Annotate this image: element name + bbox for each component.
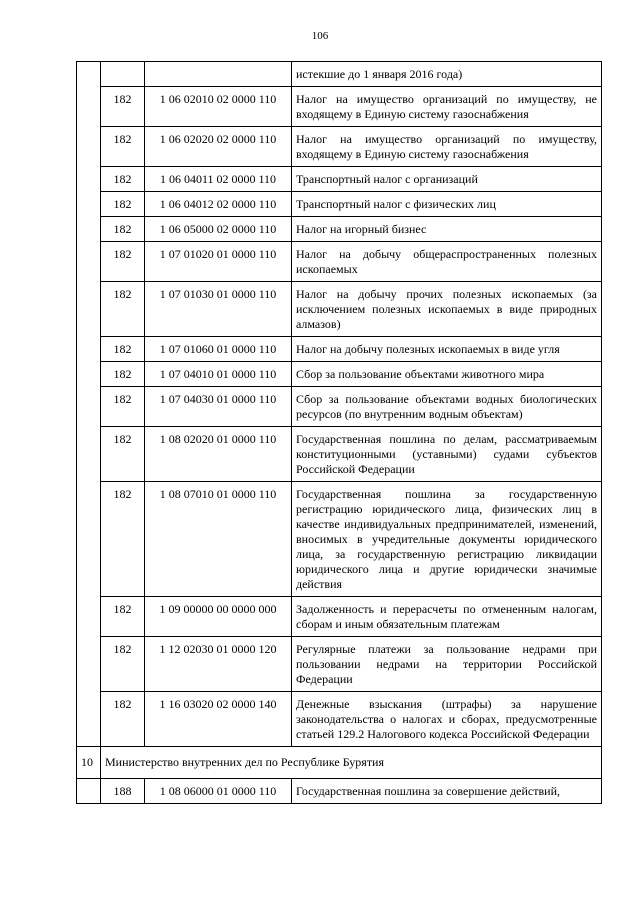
admin-code-cell: 182: [101, 87, 145, 127]
revenue-name-cell: Государственная пошлина за государственную регистрацию юридического лица, физических лиц в качестве индивидуальных предпринимателей, изменений, вносимых в учредительные документы юридического лица, за государственную регистрацию ликвидации юридического лица и другие юридически значимые действия: [292, 482, 602, 597]
table-row: [77, 597, 602, 637]
revenue-codes-table: [76, 61, 602, 804]
revenue-name-cell: Сбор за пользование объектами водных биологических ресурсов (по внутренним водным объектам): [292, 387, 602, 427]
revenue-code-cell: 1 09 00000 00 0000 000: [145, 597, 292, 637]
admin-code-cell: 182: [101, 482, 145, 597]
table-row: [77, 242, 602, 282]
admin-code-cell: 182: [101, 692, 145, 747]
table-row: [77, 362, 602, 387]
admin-code-cell: [101, 62, 145, 87]
revenue-code-cell: 1 07 01020 01 0000 110: [145, 242, 292, 282]
admin-code-cell: 182: [101, 282, 145, 337]
revenue-code-cell: 1 08 06000 01 0000 110: [145, 779, 292, 804]
ministry-name: Министерство внутренних дел по Республике Бурятия: [101, 747, 602, 779]
table-row: [77, 62, 602, 87]
table-row: [77, 127, 602, 167]
revenue-code-cell: 1 07 01030 01 0000 110: [145, 282, 292, 337]
revenue-code-cell: 1 12 02030 01 0000 120: [145, 637, 292, 692]
admin-code-cell: 182: [101, 362, 145, 387]
admin-code-cell: 182: [101, 167, 145, 192]
page-number: 106: [311, 30, 329, 42]
admin-code-cell: 182: [101, 427, 145, 482]
revenue-name-cell: Сбор за пользование объектами животного мира: [292, 362, 602, 387]
admin-code-cell: 182: [101, 127, 145, 167]
revenue-code-cell: 1 07 04030 01 0000 110: [145, 387, 292, 427]
revenue-name-cell: Денежные взыскания (штрафы) за нарушение законодательства о налогах и сборах, предусмотренные статьей 129.2 Налогового кодекса Российской Федерации: [292, 692, 602, 747]
revenue-name-cell: Транспортный налог с физических лиц: [292, 192, 602, 217]
table-row: [77, 427, 602, 482]
table-row: [77, 387, 602, 427]
revenue-code-cell: 1 08 07010 01 0000 110: [145, 482, 292, 597]
revenue-code-cell: 1 16 03020 02 0000 140: [145, 692, 292, 747]
revenue-code-cell: 1 06 02020 02 0000 110: [145, 127, 292, 167]
revenue-name-cell: Налог на добычу прочих полезных ископаемых (за исключением полезных ископаемых в виде природных алмазов): [292, 282, 602, 337]
table-row: [77, 192, 602, 217]
table-row: [77, 337, 602, 362]
table-row: [77, 692, 602, 747]
revenue-code-cell: 1 06 02010 02 0000 110: [145, 87, 292, 127]
revenue-name-cell: Налог на добычу полезных ископаемых в виде угля: [292, 337, 602, 362]
table-row: [77, 779, 602, 804]
table-row: [77, 282, 602, 337]
ministry-number: 10: [77, 747, 101, 779]
revenue-name-cell: Регулярные платежи за пользование недрами при пользовании недрами на территории Российской Федерации: [292, 637, 602, 692]
admin-code-cell: 182: [101, 597, 145, 637]
admin-code-cell: 182: [101, 217, 145, 242]
number-cell: [77, 779, 101, 804]
admin-code-cell: 182: [101, 387, 145, 427]
revenue-code-cell: 1 07 01060 01 0000 110: [145, 337, 292, 362]
revenue-code-cell: [145, 62, 292, 87]
revenue-name-cell: Налог на добычу общераспространенных полезных ископаемых: [292, 242, 602, 282]
table-row: [77, 637, 602, 692]
number-cell: [77, 62, 101, 747]
table-row: [77, 167, 602, 192]
admin-code-cell: 182: [101, 337, 145, 362]
revenue-name-cell: Государственная пошлина по делам, рассматриваемым конституционными (уставными) судами субъектов Российской Федерации: [292, 427, 602, 482]
table-row: [77, 217, 602, 242]
revenue-name-cell: Налог на имущество организаций по имуществу, входящему в Единую систему газоснабжения: [292, 127, 602, 167]
admin-code-cell: 182: [101, 192, 145, 217]
revenue-name-cell: Задолженность и перерасчеты по отмененным налогам, сборам и иным обязательным платежам: [292, 597, 602, 637]
revenue-code-cell: 1 07 04010 01 0000 110: [145, 362, 292, 387]
revenue-name-cell: Государственная пошлина за совершение действий,: [292, 779, 602, 804]
table-row: [77, 482, 602, 597]
revenue-name-cell: Налог на игорный бизнес: [292, 217, 602, 242]
admin-code-cell: 188: [101, 779, 145, 804]
revenue-name-cell: Транспортный налог с организаций: [292, 167, 602, 192]
revenue-code-cell: 1 06 04011 02 0000 110: [145, 167, 292, 192]
ministry-row: [77, 747, 602, 779]
revenue-name-cell: Налог на имущество организаций по имуществу, не входящему в Единую систему газоснабжения: [292, 87, 602, 127]
revenue-code-cell: 1 06 05000 02 0000 110: [145, 217, 292, 242]
table-row: [77, 87, 602, 127]
revenue-code-cell: 1 06 04012 02 0000 110: [145, 192, 292, 217]
admin-code-cell: 182: [101, 242, 145, 282]
revenue-code-cell: 1 08 02020 01 0000 110: [145, 427, 292, 482]
admin-code-cell: 182: [101, 637, 145, 692]
revenue-name-cell: истекшие до 1 января 2016 года): [292, 62, 602, 87]
